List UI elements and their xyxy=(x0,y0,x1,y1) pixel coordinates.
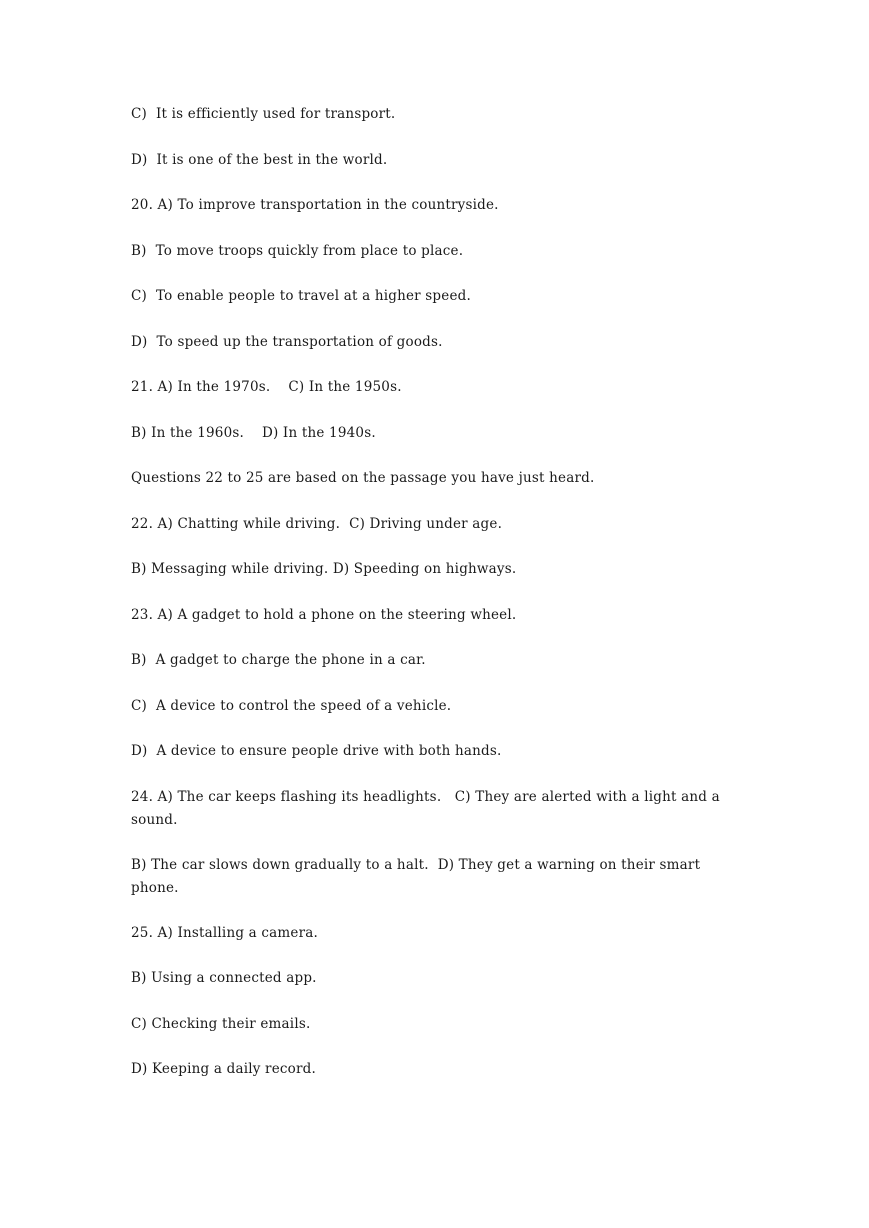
question-21-options-a-c: 21. A) In the 1970s. C) In the 1950s. xyxy=(131,379,402,395)
option-20b: B) To move troops quickly from place to place. xyxy=(131,242,464,259)
section-instruction: Questions 22 to 25 are based on the passage you have just heard. xyxy=(131,470,595,486)
option-23c: C) A device to control the speed of a vehicle. xyxy=(131,697,452,714)
question-24-options-b-d: B) The car slows down gradually to a halt. D) They get a warning on their smart phone. xyxy=(131,856,705,896)
option-25c: C) Checking their emails. xyxy=(131,1015,311,1032)
option-25d: D) Keeping a daily record. xyxy=(131,1061,316,1077)
option-20c: C) To enable people to travel at a higher speed. xyxy=(131,288,471,304)
question-23-option-a: 23. A) A gadget to hold a phone on the steering wheel. xyxy=(131,606,517,623)
option-19c: C) It is efficiently used for transport. xyxy=(131,106,396,122)
option-19d: D) It is one of the best in the world. xyxy=(131,151,388,168)
question-22-options-b-d: B) Messaging while driving. D) Speeding on highways. xyxy=(131,561,517,577)
question-21-options-b-d: B) In the 1960s. D) In the 1940s. xyxy=(131,424,376,441)
document-body xyxy=(131,103,746,1104)
question-25-option-a: 25. A) Installing a camera. xyxy=(131,924,319,941)
question-22-options-a-c: 22. A) Chatting while driving. C) Driving under age. xyxy=(131,515,503,532)
option-25b: B) Using a connected app. xyxy=(131,970,317,986)
option-23b: B) A gadget to charge the phone in a car. xyxy=(131,652,426,668)
option-20d: D) To speed up the transportation of goods. xyxy=(131,333,443,350)
option-23d: D) A device to ensure people drive with both hands. xyxy=(131,743,502,759)
question-20-option-a: 20. A) To improve transportation in the countryside. xyxy=(131,197,499,213)
question-24-options-a-c: 24. A) The car keeps flashing its headlights. C) They are alerted with a light and a sound. xyxy=(131,788,725,828)
